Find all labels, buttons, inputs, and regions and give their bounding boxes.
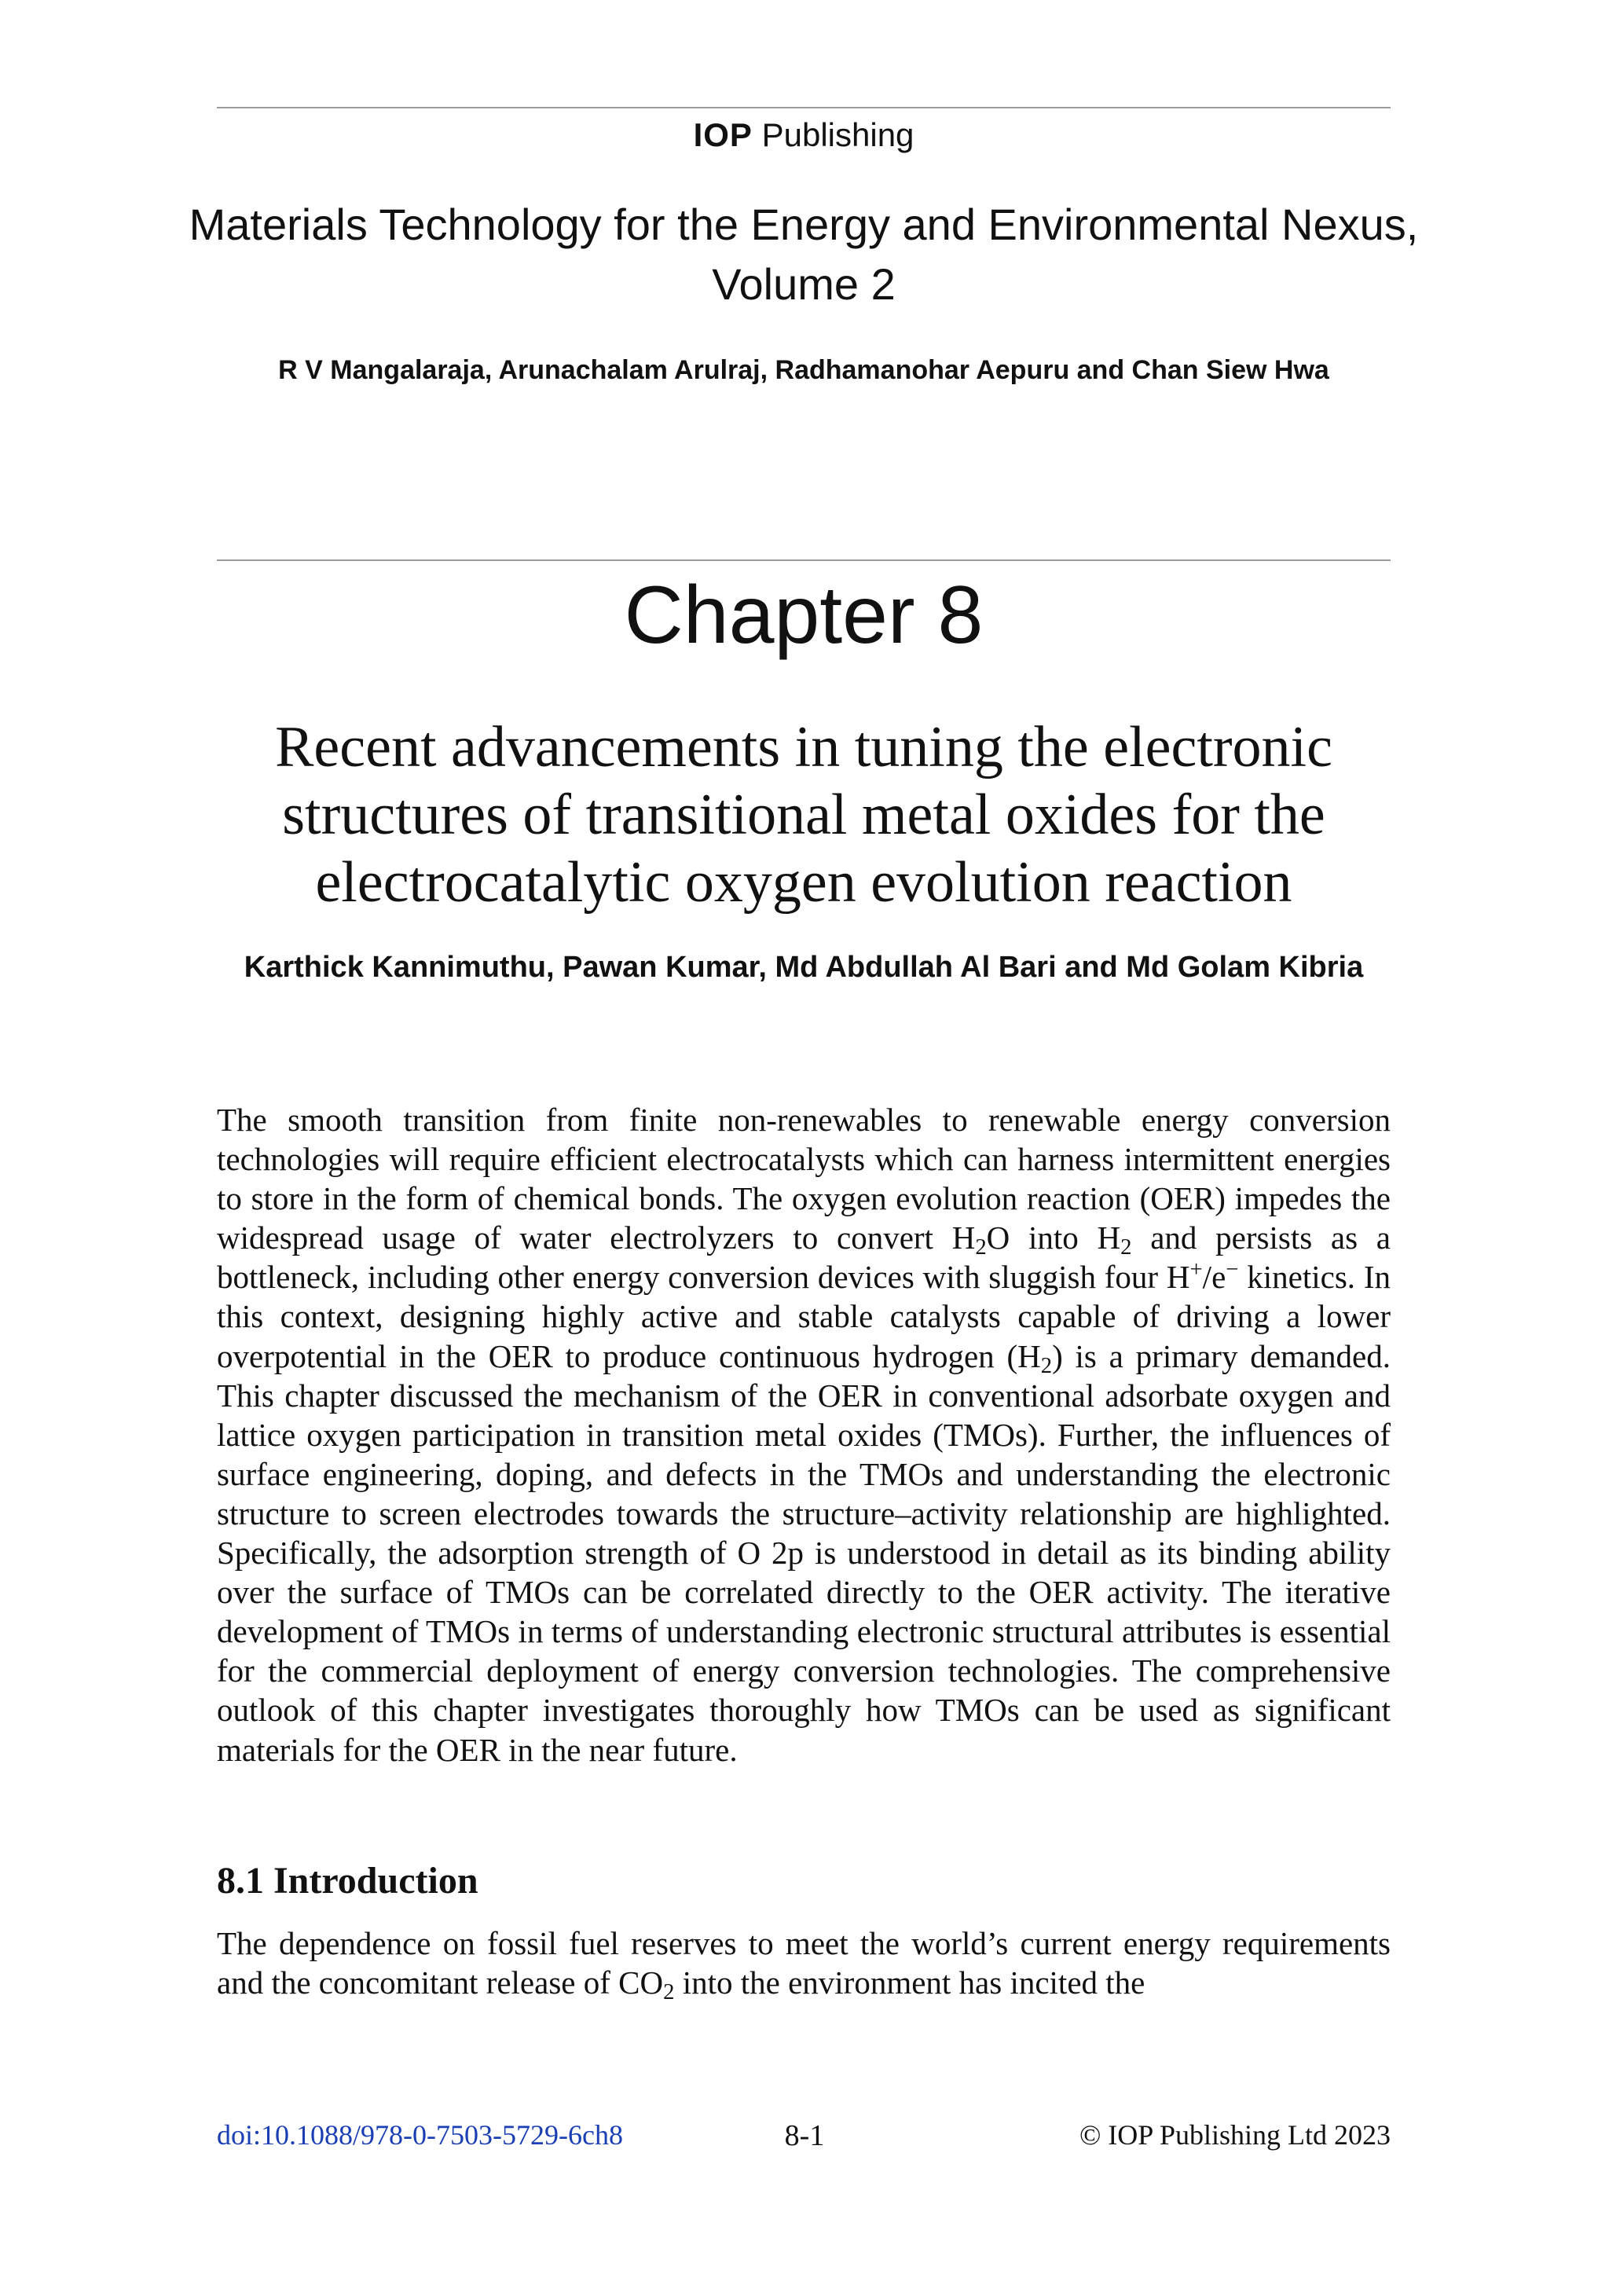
abstract-paragraph: [217, 1100, 1391, 1770]
superscript: +: [1189, 1257, 1203, 1283]
chapter-label: Chapter 8: [624, 570, 984, 661]
chapter-title: [217, 713, 1391, 916]
intro-paragraph: [217, 1924, 1391, 2005]
copyright-notice: © IOP Publishing Ltd 2023: [1079, 2119, 1391, 2151]
subscript: 2: [1120, 1234, 1132, 1260]
chapter-title-line-2: structures of transitional metal oxides for the: [282, 783, 1325, 847]
publisher-brand: IOP: [693, 116, 753, 153]
book-title-line-1: Materials Technology for the Energy and Environmental Nexus,: [189, 200, 1419, 249]
doi-link[interactable]: doi:10.1088/978-0-7503-5729-6ch8: [217, 2119, 623, 2151]
intro-text-1: The dependence on fossil fuel reserves to meet the world’s current energy requirements and the concomitant release of CO: [217, 1925, 1391, 2001]
book-title: [157, 195, 1450, 314]
subscript: 2: [1040, 1352, 1053, 1378]
chapter-authors: Karthick Kannimuthu, Pawan Kumar, Md Abdullah Al Bari and Md Golam Kibria: [244, 951, 1364, 984]
abstract-text-6: ) is a primary demanded. This chapter discussed the mechanism of the OER in conventional adsorbate oxygen and lattice oxygen participation in transition metal oxides (TMOs). Further, the influences of surface engineering, doping, and defects in the TMOs and understanding the electronic structure to screen electrodes towards the structure–activity relationship are highlighted. Specifically, the adsorption strength of O 2p is understood in detail as its binding ability over the surface of TMOs can be correlated directly to the OER activity. The iterative development of TMOs in terms of understanding electronic structural attributes is essential for the commercial deployment of energy conversion technologies. The comprehensive outlook of this chapter investigates thoroughly how TMOs can be used as significant materials for the OER in the near future.: [217, 1337, 1391, 1768]
chapter-title-line-3: electrocatalytic oxygen evolution reaction: [315, 850, 1292, 915]
publisher-logo: [217, 116, 1391, 154]
publisher-word: Publishing: [761, 116, 914, 153]
chapter-title-line-1: Recent advancements in tuning the electronic: [275, 715, 1332, 779]
subscript: 2: [663, 1979, 675, 2005]
abstract-text-2: O into H: [986, 1220, 1121, 1256]
page-number: 8-1: [784, 2119, 825, 2152]
intro-text-2: into the environment has incited the: [674, 1964, 1145, 2001]
top-rule: [217, 107, 1391, 108]
chapter-rule: [217, 559, 1391, 561]
abstract-text-5: kinetics. In this context, designing highly active and stable catalysts capable of driving a lower overpotential in the OER to produce continuous hydrogen (H: [217, 1259, 1391, 1374]
subscript: 2: [975, 1234, 987, 1260]
abstract-text-3: and persists as a bottleneck, including other energy conversion devices with sluggish four H: [217, 1220, 1391, 1296]
section-heading: 8.1 Introduction: [217, 1860, 478, 1902]
book-title-line-2: Volume 2: [712, 259, 896, 309]
superscript: −: [1226, 1257, 1239, 1283]
book-editors: R V Mangalaraja, Arunachalam Arulraj, Radhamanohar Aepuru and Chan Siew Hwa: [278, 355, 1329, 385]
abstract-text-4: /e: [1202, 1259, 1226, 1296]
abstract-text-1: The smooth transition from finite non-renewables to renewable energy conversion technologies will require efficient electrocatalysts which can harness intermittent energies to store in the form of chemical bonds. The oxygen evolution reaction (OER) impedes the widespread usage of water electrolyzers to convert H: [217, 1102, 1391, 1256]
